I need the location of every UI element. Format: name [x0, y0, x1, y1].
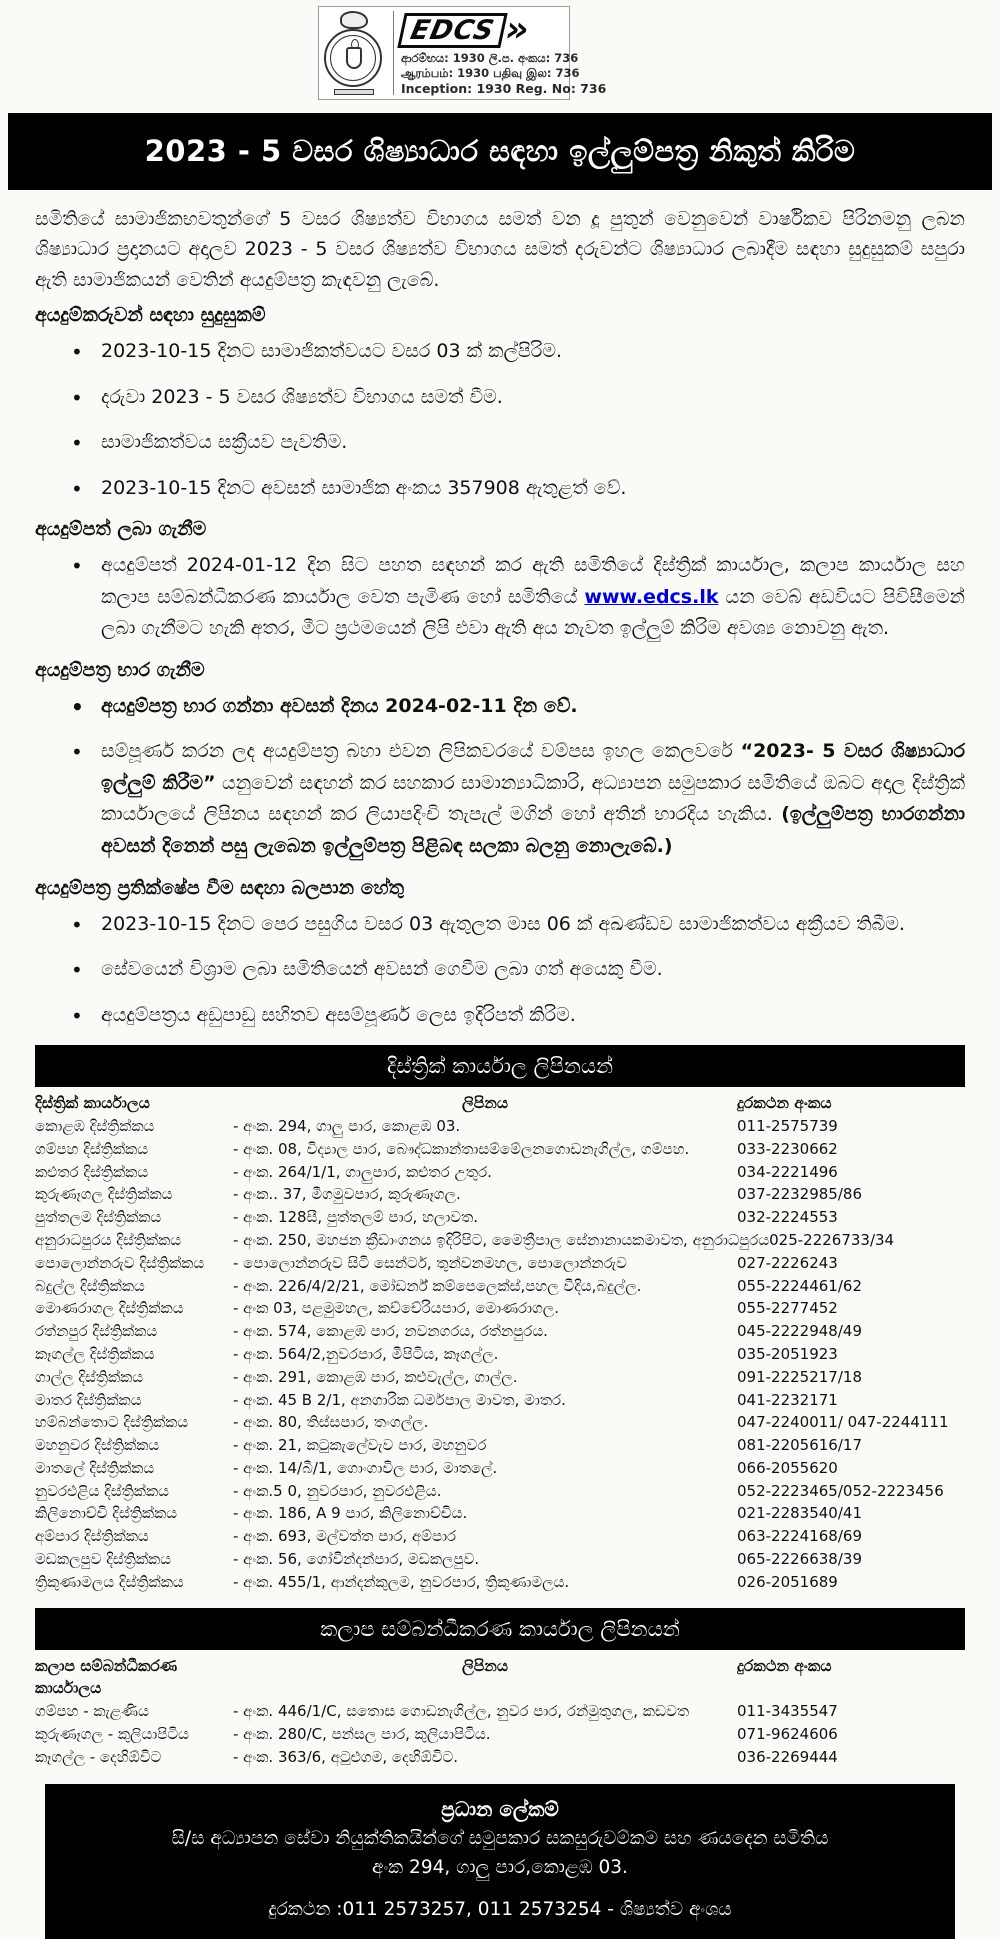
edcs-website-link[interactable]: www.edcs.lk — [584, 585, 719, 608]
district-address: - අංක. 455/1, ආන්දන්කුලම, නුවරපාර, ත්‍රිකුණාමලය. — [233, 1572, 570, 1591]
footer-address: අංක 294, ගාලු පාර,කොළඹ 03. — [372, 1856, 628, 1878]
district-address: - අංක. 226/4/2/21, මෝඩර්න් කම්පෙලෙක්ස්,පහල වීදිය,බදුල්ල. — [233, 1276, 642, 1295]
table-row — [35, 1480, 965, 1503]
district-office: මහනුවර දිස්ත්‍රික්කය — [35, 1436, 160, 1455]
table-row — [35, 1138, 965, 1161]
obtaining-text-after: යන වෙබ් අඩවියට පිවිසීමෙන් ලබා ගැනීමට හැකි අතර, මීට ප්‍රථමයෙන් ලිපි එවා ඇති අය නැවත ඉල්ලුම් කිරිම අවශ්‍ය නොවනු ඇත. — [101, 585, 965, 640]
list-item: • අයදුම්පත්‍ර භාර ගන්නා අවසන් දිනය 2024-02-11 දින වේ. — [101, 691, 965, 723]
footer-title: ප්‍රධාන ලේකම් — [441, 1796, 559, 1821]
district-address: - අංක. 294, ගාලු පාර, කොළඹ 03. — [233, 1116, 461, 1135]
district-office: කොළඹ දිස්ත්‍රික්කය — [35, 1116, 155, 1135]
edcs-wordmark — [401, 9, 606, 50]
district-phone: 066-2055620 — [737, 1458, 838, 1477]
district-address: - අංක.. 37, මීගමුවපාර, කුරුණෑගල. — [233, 1185, 461, 1204]
registration-line-tamil: ஆரம்பம்: 1930 பதிவு இல: 736 — [401, 66, 580, 80]
zonal-address: - අංක. 363/6, අටුළුගම, දෙහිඕවිට. — [233, 1747, 459, 1766]
table-row — [35, 1297, 965, 1320]
district-address: - අංක. 291, කොළඹ පාර, කළුවැල්ල, ගාල්ල. — [233, 1367, 518, 1386]
district-phone: 032-2224553 — [737, 1208, 838, 1227]
notice-body — [35, 204, 965, 1031]
district-phone: 027-2226243 — [737, 1253, 838, 1272]
registration-line-sinhala: ආරම්භය: 1930 ලි.ප. අංකය: 736 — [401, 51, 579, 65]
district-address: - අංක. 21, කටුකැලේවැව පාර, මහනුවර — [233, 1436, 487, 1455]
list-item: • 2023-10-15 දිනට සාමාජිකත්වයට වසර 03 ක් කල්පිරිම. — [101, 336, 965, 368]
table-row — [35, 1457, 965, 1480]
district-address: - අංක. 250, මහජන ක්‍රීඩාංගනය ඉදිරිපිට, මෛත්‍රීපාල සේනානායකමාවත, අනුරාධපුරය — [233, 1230, 770, 1249]
edcs-emblem — [322, 9, 388, 97]
list-item — [101, 550, 965, 645]
district-phone: 041-2232171 — [737, 1390, 838, 1409]
table-row — [35, 1252, 965, 1275]
district-address: - අංක. 128සී, පුත්තලම් පාර, හලාවත. — [233, 1208, 479, 1227]
list-item: • 2023-10-15 දිනට පෙර පසුගිය වසර 03 ඇතුලත මාස 06 ක් අඛණ්ඩව සාමාජිකත්වය අක්‍රීයව තිබීම. — [101, 909, 965, 941]
district-phone: 055-2224461/62 — [737, 1276, 862, 1295]
zonal-phone: 071-9624606 — [737, 1725, 838, 1744]
col-header-address: ලිපිනය — [461, 1094, 509, 1113]
logo-divider — [393, 11, 394, 95]
list-item: • අයදුම්පත්‍රය අඩුපාඩු සහිතව අසම්පූර්ණ ලෙස ඉදිරිපත් කිරිම. — [101, 1000, 965, 1032]
district-phone: 021-2283540/41 — [737, 1504, 862, 1523]
district-phone: 045-2222948/49 — [737, 1322, 862, 1341]
district-phone: 091-2225217/18 — [737, 1367, 862, 1386]
submission-detail-1: සම්පූර්ණ කරන ලද අයදුම්පත්‍ර බහා එවන ලිපිකවරයේ වම්පස ඉහල කෙලවරේ — [101, 740, 741, 763]
table-row — [35, 1548, 965, 1571]
table-row — [35, 1206, 965, 1229]
table-row — [35, 1161, 965, 1184]
district-address: - අංක.5 0, නුවරපාර, නුවරඑළිය. — [233, 1481, 442, 1500]
col-header-office: කලාප සම්බන්ධීකරණ කාර්යාලය — [35, 1656, 178, 1698]
district-office: අම්පාර දිස්ත්‍රික්කය — [35, 1527, 149, 1546]
district-address: - අංක. 186, A 9 පාර, කිලිනොච්චිය. — [233, 1504, 468, 1523]
logo-text-block — [401, 10, 606, 96]
table-row — [35, 1343, 965, 1366]
submission-list — [35, 691, 965, 863]
zonal-phone: 036-2269444 — [737, 1747, 838, 1766]
district-phone: 037-2232985/86 — [737, 1185, 862, 1204]
scholarship-notice-page — [0, 6, 1000, 1939]
registration-line-english: Inception: 1930 Reg. No: 736 — [401, 81, 607, 96]
oil-lamp-icon — [346, 47, 362, 69]
obtaining-text-before: අයදුම්පත් 2024-01-12 දින සිට පහත සඳහන් කර ඇති සමිතියේ දිස්ත්‍රික් කාර්යාල, කලාප කාර්යාල සහ කලාප සම්බන්ධීකරණ කාර්යාල වෙත පැමිණ හෝ සමිතියේ — [101, 554, 965, 608]
footer-phones: දුරකථන :011 2573257, 011 2573254 - ශිෂ්‍යත්ව අංශය — [268, 1898, 732, 1920]
district-address: - අංක. 08, විද්‍යාල පාර, බෞද්ධකාන්තාසම්මේලනගොඩනැගිල්ල, ගම්පහ. — [233, 1139, 690, 1158]
table-row — [35, 1502, 965, 1525]
district-office: කිලිනොච්චි දිස්ත්‍රික්කය — [35, 1504, 178, 1523]
district-office: ගම්පහ දිස්ත්‍රික්කය — [35, 1139, 149, 1158]
district-phone: 033-2230662 — [737, 1139, 838, 1158]
district-phone: 047-2240011/ 047-2244111 — [737, 1413, 949, 1432]
col-header-office: දිස්ත්‍රික් කාර්යාලය — [35, 1094, 150, 1113]
district-office: පොලොන්නරුව දිස්ත්‍රික්කය — [35, 1253, 205, 1272]
eligibility-list — [35, 336, 965, 504]
district-phone: 035-2051923 — [737, 1344, 838, 1363]
table-row — [35, 1434, 965, 1457]
zonal-table-title-bar: කලාප සම්බන්ධීකරණ කාර්යාල ලිපිනයන් — [35, 1608, 965, 1650]
list-item: • සේවයෙන් විශ්‍රාම ලබා සමිතියෙන් අවසන් ගෙවීම ලබා ගත් අයෙකු වීම. — [101, 954, 965, 986]
zonal-office: කුරුණෑගල - කුලියාපිටිය — [35, 1725, 189, 1744]
heading-submission: අයදුම්පත්‍ර භාර ගැනීම — [35, 658, 205, 681]
rejection-list — [35, 909, 965, 1032]
table-row — [35, 1115, 965, 1138]
district-office: මඩකලපුව දිස්ත්‍රික්කය — [35, 1550, 172, 1569]
lion-icon — [340, 11, 368, 29]
district-office: මාතලේ දිස්ත්‍රික්කය — [35, 1458, 155, 1477]
zonal-office: ගම්පහ - කැළණිය — [35, 1702, 149, 1721]
district-office: පුත්තලම දිස්ත්‍රික්කය — [35, 1208, 162, 1227]
list-item: • 2023-10-15 දිනට අවසන් සාමාජික අංකය 357908 ඇතුළත් වේ. — [101, 473, 965, 505]
heading-eligibility: අයදුම්කරුවන් සඳහා සුදුසුකම් — [35, 304, 266, 327]
district-address: - අංක 03, පළමුමහල, කච්චේරියපාර, මොණරාගල. — [233, 1299, 559, 1318]
seal-base — [334, 89, 374, 95]
district-phone: 052-2223465/052-2223456 — [737, 1481, 944, 1500]
zonal-address: - අංක. 280/C, පන්සල පාර, කුලියාපිටිය. — [233, 1725, 491, 1744]
district-office: කුරුණෑගල දිස්ත්‍රික්කය — [35, 1185, 173, 1204]
table-header-row — [35, 1092, 965, 1115]
table-row — [35, 1389, 965, 1412]
table-header-row — [35, 1655, 965, 1701]
table-row — [35, 1525, 965, 1548]
district-address: - අංක. 80, තිස්සපාර, තංගල්ල. — [233, 1413, 429, 1432]
table-row — [35, 1320, 965, 1343]
district-address: - පොලොන්නරුව සිටි සෙන්ටර්, තුන්වනමහල, පොලොන්නරුව — [233, 1253, 627, 1272]
district-phone: 025-2226733/34 — [769, 1230, 895, 1249]
table-row — [35, 1571, 965, 1594]
submission-detail-2: යනුවෙන් සඳහන් කර සහකාර සාමාන්‍යාධිකාරි, අධ්‍යාපන සමුපකාර සමිතියේ ඔබට අදාල දිස්ත්‍රික් කාර්යාලයේ ලිපිනය සඳහන් කර ලියාපදිංචි තැපැල් මගින් හෝ අතින් භාරදිය හැකිය. — [101, 771, 965, 826]
district-address: - අංක. 56, ගෝවින්දන්පාර, මඩකලපුව. — [233, 1550, 480, 1569]
submission-detail-bold-1: “2023- 5 වසර ශිෂ්‍යාධාර ඉල්ලුම් කිරීම” — [101, 740, 965, 794]
list-item: • දරුවා 2023 - 5 වසර ශිෂ්‍යත්ව විභාගය සමත් වීම. — [101, 382, 965, 414]
table-row — [35, 1723, 965, 1746]
zonal-office: කෑගල්ල - දෙහිඕවිට — [35, 1747, 162, 1766]
col-header-address: ලිපිනය — [461, 1656, 509, 1675]
zonal-office-table — [35, 1655, 965, 1769]
district-office: මොණරාගල දිස්ත්‍රික්කය — [35, 1299, 184, 1318]
district-office: බදුල්ල දිස්ත්‍රික්කය — [35, 1276, 145, 1295]
district-office: රත්නපුර දිස්ත්‍රික්කය — [35, 1322, 158, 1341]
district-office: ත්‍රිකුණාමලය දිස්ත්‍රික්කය — [35, 1572, 184, 1591]
intro-paragraph: සමිතියේ සාමාජිකභවතුන්ගේ 5 වසර ශිෂ්‍යත්ව විභාගය සමත් වන දූ පුතුන් වෙනුවෙන් වාර්ෂිකව පිරිනමනු ලබන ශිෂ්‍යාධාර ප්‍රදානයට අදාලව 2023 - 5 වසර ශිෂ්‍යත්ව විභාගය සමත් දරුවන්ට ශිෂ්‍යාධාර ලබාදීම සඳහා සුදුසුකම් සපුරා ඇති සාමාජිකයන් වෙතින් අයදුම්පත්‍ර කැඳවනු ලැබේ. — [35, 208, 965, 291]
table-row — [35, 1229, 965, 1252]
district-office: මාතර දිස්ත්‍රික්කය — [35, 1390, 142, 1409]
district-phone: 011-2575739 — [737, 1116, 838, 1135]
district-phone: 055-2277452 — [737, 1299, 838, 1318]
district-address: - අංක. 564/2,නුවරපාර, මීපිටිය, කෑගල්ල. — [233, 1344, 499, 1363]
district-phone: 065-2226638/39 — [737, 1550, 862, 1569]
district-table-title-bar: දිස්ත්‍රික් කාර්යාල ලිපිනයන් — [35, 1045, 965, 1087]
district-office: හම්බන්තොට දිස්ත්‍රික්කය — [35, 1413, 189, 1432]
district-phone: 063-2224168/69 — [737, 1527, 862, 1546]
col-header-phone: දුරකථන අංකය — [737, 1656, 832, 1675]
obtaining-list — [35, 550, 965, 645]
list-item — [101, 736, 965, 862]
district-office: අනුරාධපුරය දිස්ත්‍රික්කය — [35, 1230, 182, 1249]
district-address: - අංක. 45 B 2/1, අනගාරික ධර්මපාල මාවත, මාතර. — [233, 1390, 566, 1409]
district-address: - අංක. 264/1/1, ගාලුපාර, කළුතර උතුර. — [233, 1162, 492, 1181]
edcs-logo-box — [318, 6, 607, 100]
district-office: ගාල්ල දිස්ත්‍රික්කය — [35, 1367, 144, 1386]
list-item: • සාමාජිකත්වය සක්‍රීයව පැවතිම. — [101, 427, 965, 459]
district-phone: 034-2221496 — [737, 1162, 838, 1181]
table-row — [35, 1411, 965, 1434]
district-address: - අංක. 574, කොළඹ පාර, නවනගරය, රත්නපුරය. — [233, 1322, 548, 1341]
footer-organization: සි/ස අධ්‍යාපන සේවා නියුක්තිකයින්ගේ සමුපකාර සකසුරුවම්කම සහ ණයදෙන සමිතිය — [171, 1827, 829, 1849]
table-row — [35, 1700, 965, 1723]
notice-title-bar — [8, 113, 992, 190]
notice-title: 2023 - 5 වසර ශිෂ්‍යාධාර සඳහා ඉල්ලුම්පත්‍ර නිකුත් කිරිම — [144, 134, 856, 168]
district-address: - අංක. 693, මල්වත්ත පාර, අම්පාර — [233, 1527, 457, 1546]
district-office: නුවරඑළිය දිස්ත්‍රික්කය — [35, 1481, 169, 1500]
table-row — [35, 1275, 965, 1298]
table-row — [35, 1746, 965, 1769]
table-row — [35, 1183, 965, 1206]
district-address: - අංක. 14/බී/1, ගොංගාවිල පාර, මාතලේ. — [233, 1458, 498, 1477]
heading-rejection: අයදුම්පත්‍ර ප්‍රතික්ෂේප වීම සඳහා බලපාන හේතු — [35, 876, 405, 899]
district-office-table — [35, 1092, 965, 1594]
district-phone: 026-2051689 — [737, 1572, 838, 1591]
table-row — [35, 1366, 965, 1389]
district-phone: 081-2205616/17 — [737, 1436, 862, 1455]
district-office: කෑගල්ල දිස්ත්‍රික්කය — [35, 1344, 155, 1363]
heading-obtaining: අයදුම්පත් ලබා ගැනීම — [35, 518, 207, 541]
zonal-phone: 011-3435547 — [737, 1702, 838, 1721]
footer-contact-box — [45, 1784, 955, 1939]
chevron-right-icon: » — [505, 9, 526, 50]
district-office: කළුතර දිස්ත්‍රික්කය — [35, 1162, 149, 1181]
col-header-phone: දුරකථන අංකය — [737, 1094, 832, 1113]
submission-detail-bold-2: (ඉල්ලුම්පත්‍ර භාරගන්නා අවසන් දිනෙන් පසු ලැබෙන ඉල්ලුම්පත්‍ර පිළිබඳ සලකා බලනු නොලැබේ.) — [101, 803, 966, 858]
zonal-address: - අංක. 446/1/C, සතොස ගොඩනැගිල්ල, නුවර පාර, රන්මුතුගල, කඩවත — [233, 1702, 690, 1721]
edcs-brand-text: EDCS — [397, 13, 508, 48]
